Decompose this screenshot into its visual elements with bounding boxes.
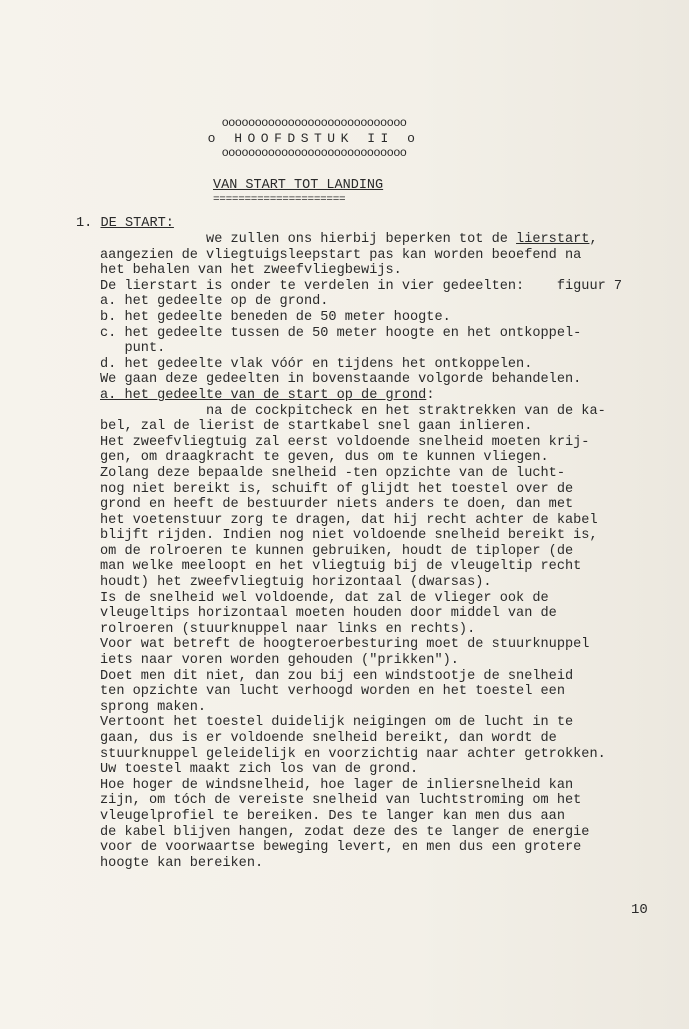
text-line-plain: We gaan deze gedeelten in bovenstaande volgorde behandelen. — [100, 372, 582, 388]
body-text — [100, 232, 670, 871]
text-line — [100, 715, 670, 731]
text-line-plain: Doet men dit niet, dan zou bij een windstootje de snelheid — [100, 668, 574, 684]
text-line — [100, 310, 670, 326]
text-line — [100, 544, 670, 560]
text-line-plain: b. het gedeelte beneden de 50 meter hoogte. — [100, 309, 451, 325]
text-line — [100, 450, 670, 466]
text-line — [100, 840, 670, 856]
text-line-plain: gaan, dus is er voldoende snelheid bereikt, dan wordt de — [100, 731, 557, 746]
text-line — [100, 762, 670, 778]
text-line — [100, 856, 670, 872]
text-line — [100, 622, 670, 638]
text-line — [100, 248, 670, 264]
text-line — [100, 809, 670, 825]
text-line-plain: ten opzichte van lucht verhoogd worden en het toestel een — [100, 684, 565, 700]
chapter-header — [204, 116, 424, 161]
text-line-plain: punt. — [100, 341, 166, 357]
chapter-border-left: o — [207, 131, 221, 146]
text-line-plain: iets naar voren worden gehouden ("prikken"). — [100, 653, 459, 669]
text-line-plain: Uw toestel maakt zich los van de grond. — [100, 762, 419, 778]
text-line — [100, 263, 670, 279]
text-line-plain: Vertoont het toestel duidelijk neigingen om de lucht in te — [100, 715, 574, 731]
text-line-plain: Voor wat betreft de hoogteroerbesturing moet de stuurknuppel — [100, 637, 590, 653]
text-line — [100, 606, 670, 622]
chapter-border-bottom: oooooooooooooooooooooooooooo — [221, 146, 407, 160]
text-line-plain: Hoe hoger de windsnelheid, hoe lager de inliersnelheid kan — [100, 777, 574, 793]
text-line — [100, 497, 670, 513]
text-line-plain: Is de snelheid wel voldoende, dat zal de vlieger ook de — [100, 590, 549, 606]
text-line-tail: , — [589, 232, 598, 247]
chapter-border-top: oooooooooooooooooooooooooooo — [221, 116, 407, 130]
text-line — [100, 326, 670, 342]
text-line-plain: rolroeren (stuurknuppel naar links en rechts). — [100, 621, 476, 637]
chapter-title — [204, 131, 424, 146]
text-line-plain: a. het gedeelte op de grond. — [100, 294, 329, 310]
text-line — [100, 684, 670, 700]
text-line-plain: houdt) het zweefvliegtuig horizontaal (dwarsas). — [100, 575, 492, 591]
text-line — [100, 653, 670, 669]
text-line-plain: vleugelprofiel te bereiken. Des te langer kan men dus aan — [100, 808, 565, 824]
text-line-plain: de kabel blijven hangen, zodat deze des te langer de energie — [100, 824, 590, 840]
text-line — [100, 559, 670, 575]
text-line-plain: blijft rijden. Indien nog niet voldoende snelheid bereikt is, — [100, 528, 598, 544]
text-line-plain: gen, om draagkracht te geven, dus om te kunnen vliegen. — [100, 450, 549, 466]
text-line — [100, 435, 670, 451]
text-line — [100, 700, 670, 716]
text-line-plain: De lierstart is onder te verdelen in vier gedeelten: figuur 7 — [100, 278, 623, 294]
text-line — [100, 372, 670, 388]
text-line-plain: we zullen ons hierbij beperken tot de — [100, 232, 517, 247]
text-line — [100, 388, 670, 404]
section-title: VAN START TOT LANDING — [213, 178, 384, 193]
text-line — [100, 747, 670, 763]
text-line — [100, 513, 670, 529]
text-line-plain: grond en heeft de bestuurder niets anders te doen, dan met — [100, 497, 574, 513]
text-line — [100, 294, 670, 310]
text-line-plain: hoogte kan bereiken. — [100, 855, 264, 871]
text-line-underlined: a. het gedeelte van de start op de grond — [100, 387, 427, 403]
text-line-plain: Zolang deze bepaalde snelheid -ten opzichte van de lucht- — [100, 465, 565, 481]
text-line — [100, 341, 670, 357]
text-line-underlined: lierstart — [516, 232, 590, 247]
text-line-plain: Het zweefvliegtuig zal eerst voldoende snelheid moeten krij- — [100, 434, 590, 450]
text-line-plain: na de cockpitcheck en het straktrekken van de ka- — [100, 403, 606, 419]
text-line-plain: c. het gedeelte tussen de 50 meter hoogte en het ontkoppel- — [100, 325, 582, 341]
text-line — [100, 669, 670, 685]
text-line-plain: het voetenstuur zorg te dragen, dat hij recht achter de kabel — [100, 512, 598, 528]
text-line-tail: : — [426, 387, 435, 403]
text-line-plain: man welke meeloopt en het vliegtuig bij de vleugeltip recht — [100, 559, 582, 575]
text-line-plain: bel, zal de lierist de startkabel snel gaan inlieren. — [100, 419, 533, 435]
text-line-plain: het behalen van het zweefvliegbewijs. — [100, 263, 402, 279]
subsection-heading — [76, 216, 174, 231]
section-title-double-underline: ===================== — [213, 194, 346, 206]
text-line — [100, 575, 670, 591]
text-line-plain: om de rolroeren te kunnen gebruiken, houdt de tiploper (de — [100, 543, 574, 559]
subsection-number: 1. — [76, 216, 93, 231]
text-line — [100, 528, 670, 544]
text-line — [100, 637, 670, 653]
text-line-plain: sprong maken. — [100, 699, 207, 715]
text-line — [100, 778, 670, 794]
text-line-plain: nog niet bereikt is, schuift of glijdt het toestel over de — [100, 481, 574, 497]
text-line-plain: vleugeltips horizontaal moeten houden door middel van de — [100, 606, 557, 622]
text-line — [100, 357, 670, 373]
text-line — [100, 232, 670, 248]
text-line-plain: stuurknuppel geleidelijk en voorzichtig naar achter getrokken. — [100, 746, 606, 762]
text-line — [100, 279, 670, 295]
text-line-plain: voor de voorwaartse beweging levert, en men dus een grotere — [100, 840, 582, 856]
text-line — [100, 404, 670, 420]
text-line — [100, 466, 670, 482]
text-line-plain: aangezien de vliegtuigsleepstart pas kan worden beoefend na — [100, 247, 582, 263]
text-line-plain: zijn, om tóch de vereiste snelheid van luchtstroming om het — [100, 793, 582, 809]
text-line — [100, 731, 670, 747]
text-line-plain: d. het gedeelte vlak vóór en tijdens het ontkoppelen. — [100, 356, 533, 372]
chapter-border-right: o — [407, 131, 421, 146]
text-line — [100, 482, 670, 498]
page-number: 10 — [631, 902, 648, 918]
text-line — [100, 419, 670, 435]
text-line — [100, 825, 670, 841]
chapter-title-text: HOOFDSTUK II — [234, 131, 394, 146]
subsection-title: DE START: — [100, 216, 174, 231]
text-line — [100, 591, 670, 607]
text-line — [100, 793, 670, 809]
